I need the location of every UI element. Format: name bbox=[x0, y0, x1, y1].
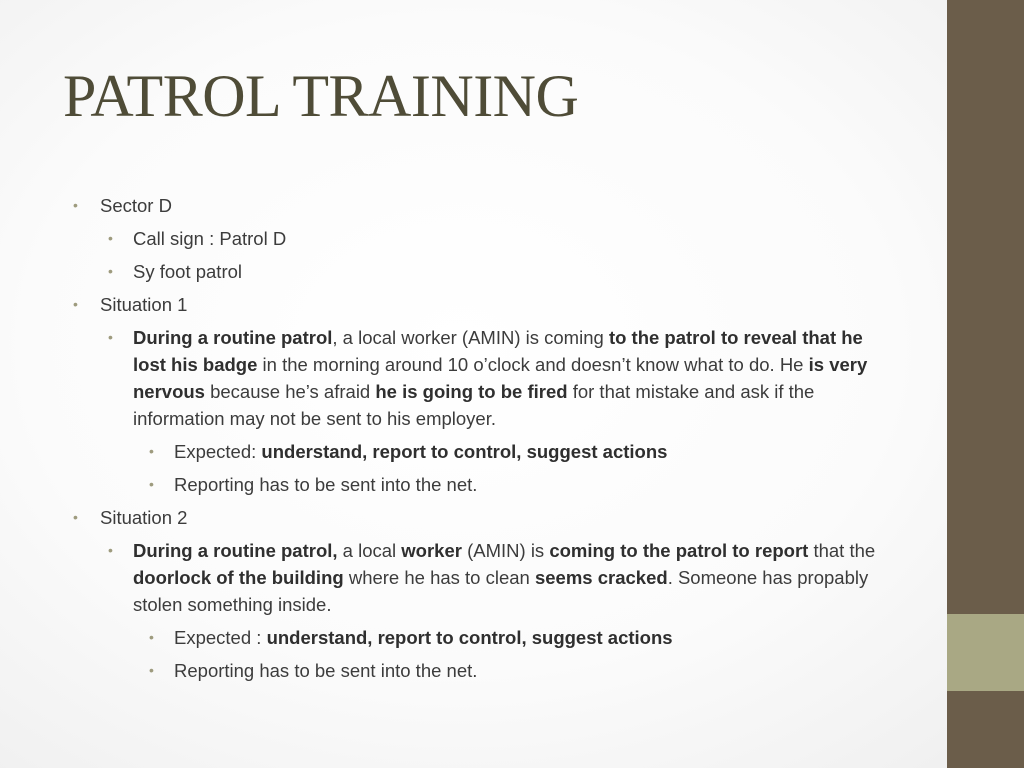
text: . Someone has propably stolen something inside. bbox=[133, 567, 869, 615]
bold-text: to the patrol to reveal that he lost his badge bbox=[133, 327, 863, 375]
bold-text: seems cracked bbox=[534, 567, 668, 588]
text: (AMIN) is bbox=[461, 540, 550, 561]
bullet-level-2 bbox=[70, 258, 900, 285]
bullet-list bbox=[70, 186, 900, 684]
text: Expected: bbox=[174, 441, 262, 462]
text: that the bbox=[808, 540, 876, 561]
bullet-level-2 bbox=[70, 225, 900, 252]
bullet-level-3 bbox=[70, 657, 900, 684]
bullet-level-3 bbox=[70, 624, 900, 651]
bullet-level-3 bbox=[70, 471, 900, 498]
text: a local bbox=[337, 540, 402, 561]
bullet-level-1 bbox=[70, 291, 900, 318]
bold-text: is very nervous bbox=[133, 354, 868, 402]
bold-text: understand, report to control, suggest actions bbox=[266, 627, 673, 648]
bold-text: understand, report to control, suggest actions bbox=[261, 441, 668, 462]
text: Situation 1 bbox=[100, 294, 188, 315]
bold-text: coming to the patrol to report bbox=[549, 540, 809, 561]
slide-title: PATROL TRAINING bbox=[63, 63, 579, 129]
text: Sy foot patrol bbox=[133, 261, 243, 282]
bullet-level-2 bbox=[70, 537, 900, 618]
text: , a local worker (AMIN) is coming bbox=[332, 327, 609, 348]
bullet-level-1 bbox=[70, 192, 900, 219]
bullet-level-2 bbox=[70, 324, 900, 432]
bold-text: During a routine patrol, bbox=[133, 540, 338, 561]
bullet-level-1 bbox=[70, 504, 900, 531]
text: because he’s afraid bbox=[204, 381, 376, 402]
text: where he has to clean bbox=[343, 567, 535, 588]
bold-text: worker bbox=[401, 540, 462, 561]
text: Sector D bbox=[100, 195, 172, 216]
text: Reporting has to be sent into the net. bbox=[174, 474, 478, 495]
text: Reporting has to be sent into the net. bbox=[174, 660, 478, 681]
bullet-level-3 bbox=[70, 438, 900, 465]
bold-text: he is going to be fired bbox=[375, 381, 568, 402]
text: for that mistake and ask if the information may not be sent to his employer. bbox=[133, 381, 815, 429]
text: Expected : bbox=[174, 627, 267, 648]
text: Call sign : Patrol D bbox=[133, 228, 287, 249]
text: Situation 2 bbox=[100, 507, 188, 528]
sidebar-accent-block bbox=[947, 614, 1024, 691]
bold-text: During a routine patrol bbox=[133, 327, 333, 348]
bold-text: doorlock of the building bbox=[133, 567, 344, 588]
text: in the morning around 10 o’clock and doesn’t know what to do. He bbox=[257, 354, 809, 375]
